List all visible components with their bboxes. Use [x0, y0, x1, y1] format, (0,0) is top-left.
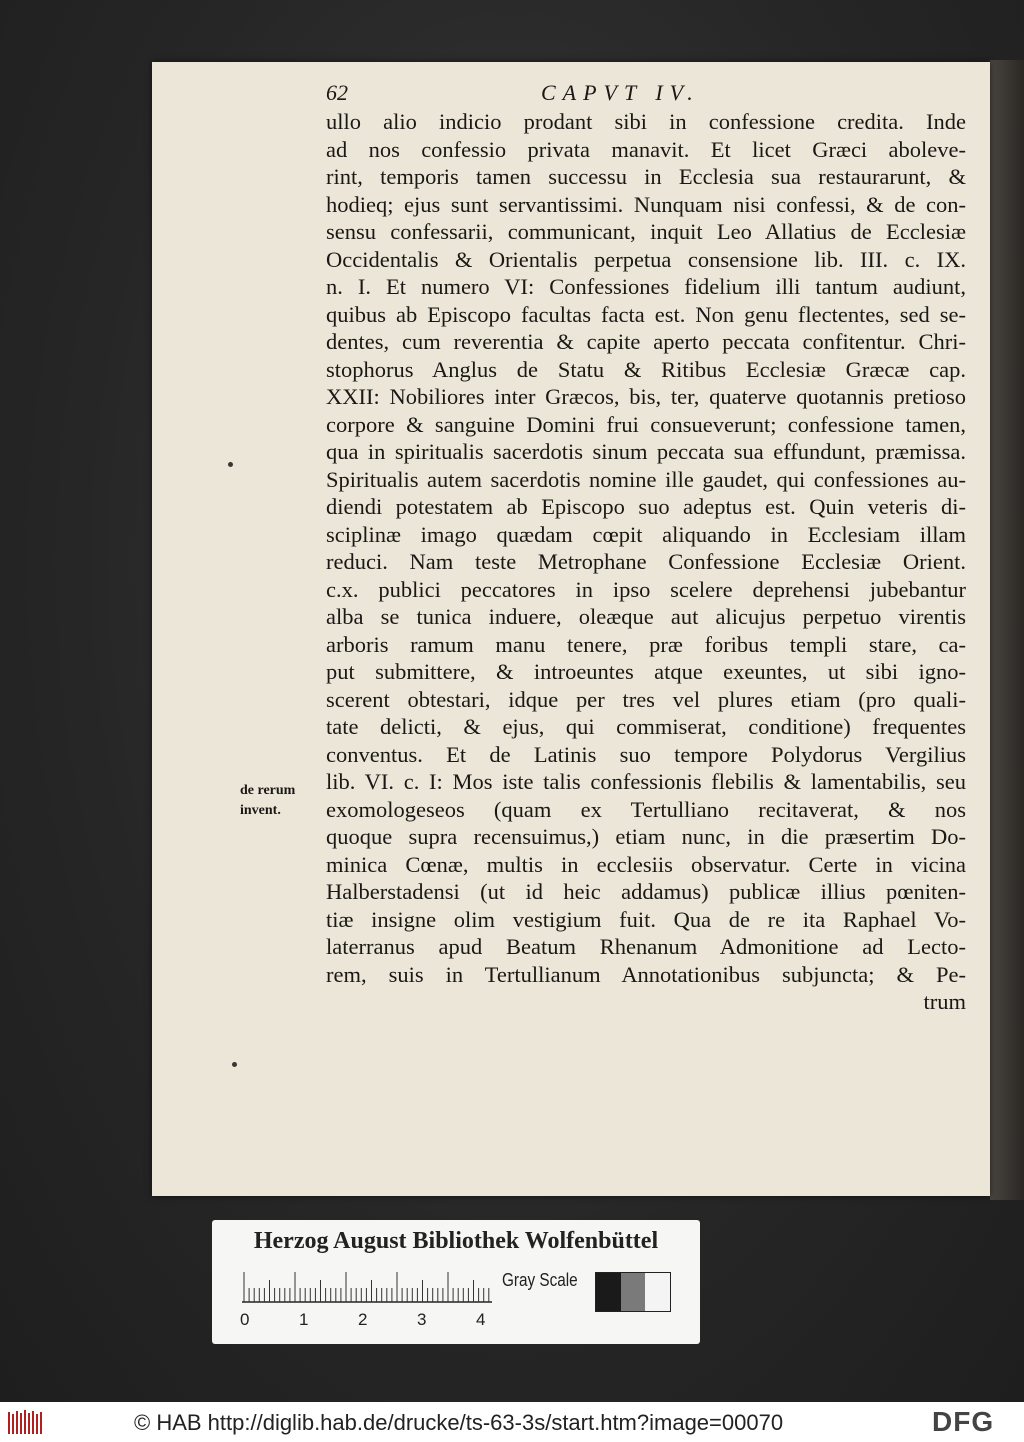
- text-line: reduci. Nam teste Metrophane Confessione Ecclesiæ Orient.: [326, 549, 966, 574]
- text-line: Halberstadensi (ut id heic addamus) publicæ illius pœniten-: [326, 879, 966, 904]
- text-line: stophorus Anglus de Statu & Ritibus Ecclesiæ Græcæ cap.: [326, 356, 966, 382]
- text-line: scerent obtestari, idque per tres vel plures etiam (pro quali-: [326, 686, 966, 712]
- text-line: hodieq; ejus sunt servantissimi. Nunquam nisi confessi, & de con-: [326, 191, 966, 217]
- text-line: quibus ab Episcopo facultas facta est. Non genu flectentes, sed se-: [326, 301, 966, 327]
- text-line: sciplinæ imago quædam cœpit aliquando in Ecclesiam illam: [326, 521, 966, 547]
- library-name: Herzog August Bibliothek Wolfenbüttel: [253, 1228, 659, 1254]
- text-line: ad nos confessio privata manavit. Et licet Græci abolevе-: [326, 136, 966, 162]
- margin-note-line: de rerum: [240, 783, 296, 798]
- ink-speck: [232, 1062, 237, 1067]
- ruler-number: 3: [417, 1310, 427, 1329]
- text-line: c.x. publici peccatores in ipso scelere deprehensi jubebantur: [326, 576, 966, 602]
- gray-swatch-mid: [621, 1273, 646, 1311]
- margin-note: [240, 781, 318, 821]
- gray-scale-label: Gray Scale: [502, 1270, 578, 1290]
- gray-scale-swatches: [595, 1272, 671, 1312]
- running-head: CAPVT IV.: [541, 80, 700, 105]
- ruler-number: 0: [240, 1310, 250, 1329]
- text-line: put submittere, & introeuntes atque exeuntes, ut sibi igno-: [326, 659, 966, 684]
- text-line: ullo alio indicio prodant sibi in confessione credita. Inde: [326, 109, 966, 134]
- colorchecker-card: [212, 1220, 700, 1344]
- text-line: trum: [923, 989, 966, 1014]
- text-line: lib. VI. c. I: Mos iste talis confessionis flebilis & lamentabilis, seu: [326, 769, 966, 794]
- text-line: tiæ insigne olim vestigium fuit. Qua de re ita Raphael Vo-: [326, 906, 966, 932]
- text-line: rem, suis in Tertullianum Annotationibus subjuncta; & Pe-: [326, 961, 966, 987]
- footer-link[interactable]: © HAB http://diglib.hab.de/drucke/ts-63-3s/start.htm?image=00070: [134, 1410, 784, 1435]
- text-line: exomologeseos (quam ex Tertulliano recitaverat, & nos: [326, 796, 966, 822]
- page-header: [326, 78, 966, 108]
- gray-swatch-light: [645, 1273, 670, 1311]
- text-line: Spiritualis autem sacerdotis nomine ille gaudet, qui confessiones au-: [326, 466, 966, 492]
- text-line: XXII: Nobiliores inter Græcos, bis, ter, quaterve quotannis pretioso: [326, 384, 966, 409]
- dfg-logo: DFG: [932, 1406, 995, 1437]
- margin-note-line: invent.: [240, 803, 281, 818]
- text-line: corpore & sanguine Domini frui consueverunt; confessione tamen,: [326, 411, 966, 437]
- ink-speck: [228, 462, 233, 467]
- gray-swatch-dark: [596, 1273, 621, 1311]
- text-line: n. I. Et numero VI: Confessiones fidelium illi tantum audiunt,: [326, 274, 966, 299]
- page-text-block: [326, 78, 966, 1016]
- book-page: [152, 62, 990, 1196]
- text-line: sensu confessarii, communicant, inquit Leo Allatius de Ecclesiæ: [326, 219, 966, 244]
- footer-bar: [0, 1402, 1024, 1442]
- text-line: dentes, cum reverentia & capite aperto peccata confitentur. Chri-: [326, 329, 966, 354]
- text-line: diendi potestatem ab Episcopo suo adeptus est. Quin veteris di-: [326, 494, 966, 519]
- text-line: Occidentalis & Orientalis perpetua consensione lib. III. c. IX.: [326, 246, 966, 272]
- text-line: conventus. Et de Latinis suo tempore Polydorus Vergilius: [326, 741, 966, 767]
- text-line: arboris ramum manu tenere, præ foribus templi stare, ca-: [326, 631, 966, 657]
- text-line: laterranus apud Beatum Rhenanum Admonitione ad Lecto-: [326, 934, 966, 959]
- text-line: tate delicti, & ejus, qui commiserat, conditione) frequentes: [326, 714, 966, 739]
- ruler: [242, 1268, 492, 1304]
- text-line: quoque supra recensuimus,) etiam nunc, in die præsertim Do-: [326, 824, 966, 849]
- text-line: alba se tunica induere, oleæque aut alicujus perpetuo virentis: [326, 604, 966, 629]
- ruler-number: 1: [299, 1310, 309, 1329]
- text-line: minica Cœnæ, multis in ecclesiis observatur. Certe in vicina: [326, 851, 966, 877]
- page-number: 62: [326, 80, 348, 105]
- hab-logo-icon: [6, 1408, 46, 1438]
- ruler-number: 4: [476, 1310, 486, 1329]
- text-line: qua in spiritualis sacerdotis sinum peccata sua effundunt, præmissa.: [326, 439, 966, 464]
- text-lines: [326, 108, 966, 1016]
- ruler-number: 2: [358, 1310, 368, 1329]
- text-line: rint, temporis tamen successu in Ecclesia sua restaurarunt, &: [326, 164, 966, 189]
- facing-page-edge: [990, 60, 1024, 1200]
